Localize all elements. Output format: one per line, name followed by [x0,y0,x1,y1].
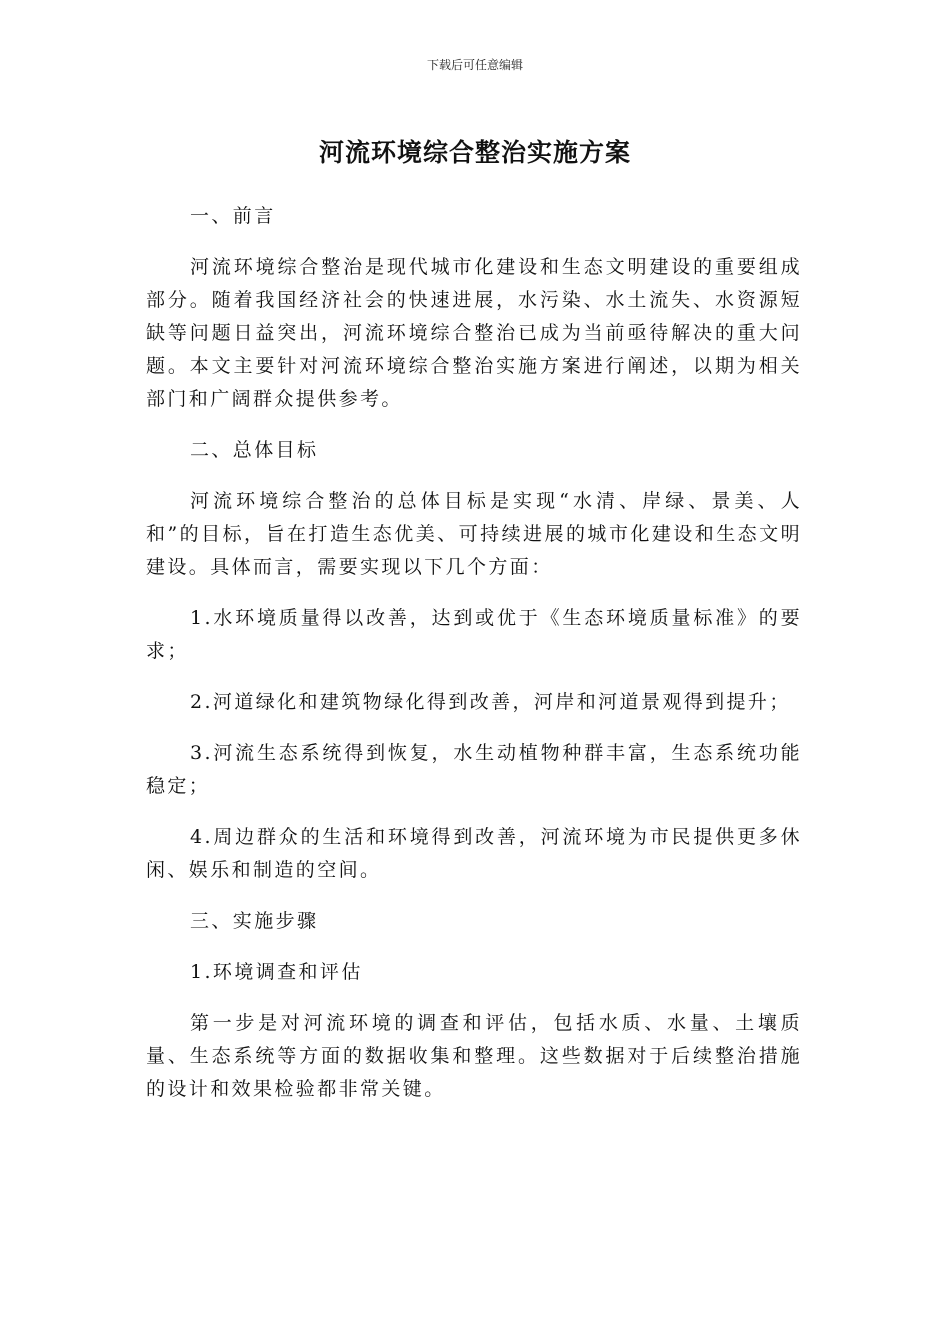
step-heading-1: 1.环境调查和评估 [190,961,363,983]
section-heading-preface: 一、前言 [190,205,276,227]
paragraph-goals: 河流环境综合整治的总体目标是实现“水清、岸绿、景美、人和”的目标，旨在打造生态优美、可持续进展的城市化建设和生态文明建设。具体而言，需要实现以下几个方面： [146,490,802,578]
paragraph-step-1: 第一步是对河流环境的调查和评估，包括水质、水量、土壤质量、生态系统等方面的数据收集和整理。这些数据对于后续整治措施的设计和效果检验都非常关键。 [146,1012,802,1100]
document-title: 河流环境综合整治实施方案 [318,138,631,167]
goal-item-3: 3.河流生态系统得到恢复，水生动植物种群丰富，生态系统功能稳定； [146,742,802,797]
header-note: 下载后可任意编辑 [426,58,523,72]
paragraph-preface: 河流环境综合整治是现代城市化建设和生态文明建设的重要组成部分。随着我国经济社会的快速进展，水污染、水土流失、水资源短缺等问题日益突出，河流环境综合整治已成为当前亟待解决的重大问题。本文主要针对河流环境综合整治实施方案进行阐述，以期为相关部门和广阔群众提供参考。 [146,256,802,410]
section-heading-goals: 二、总体目标 [190,439,319,461]
goal-item-4: 4.周边群众的生活和环境得到改善，河流环境为市民提供更多休闲、娱乐和制造的空间。 [146,826,802,881]
goal-item-2: 2.河道绿化和建筑物绿化得到改善，河岸和河道景观得到提升； [190,691,791,713]
section-heading-steps: 三、实施步骤 [190,910,319,932]
goal-item-1: 1.水环境质量得以改善，达到或优于《生态环境质量标准》的要求； [146,607,802,662]
document-body [146,200,802,1124]
